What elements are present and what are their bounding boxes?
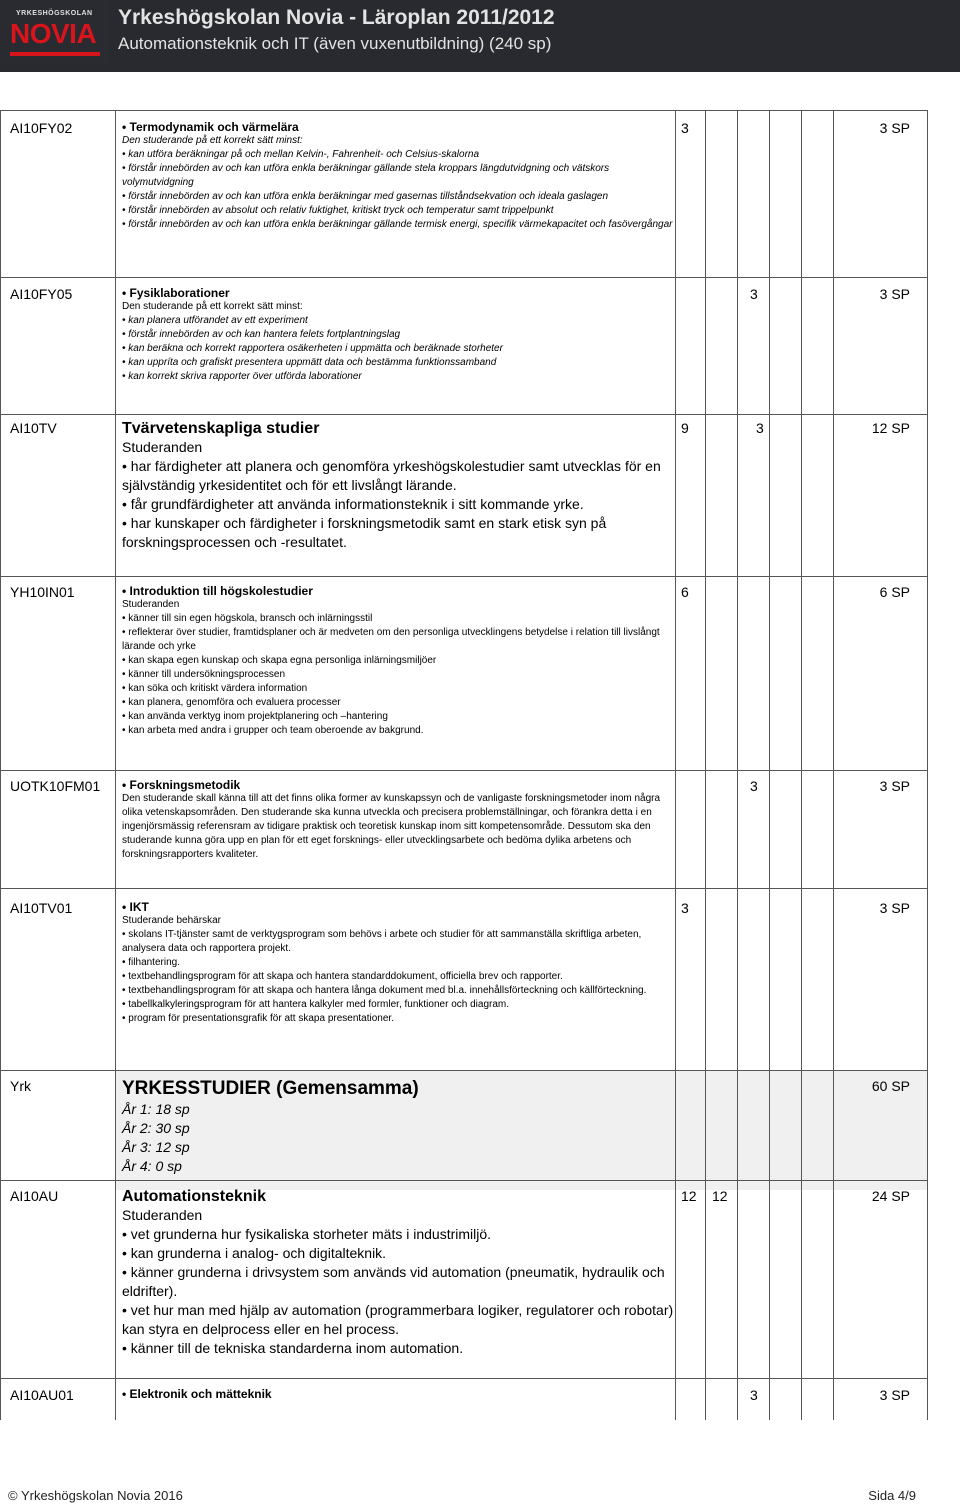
course-item: • känner grunderna i drivsystem som används vid automation (pneumatik, hydraulik och eldrifter).	[122, 1264, 665, 1299]
logo-bar	[10, 52, 100, 56]
course-item: • kan planera, genomföra och evaluera processer	[122, 697, 341, 708]
course-content	[122, 120, 674, 232]
credits-total: 3 SP	[879, 900, 910, 916]
course-code: AI10FY02	[10, 120, 73, 136]
course-item: • filhantering.	[122, 957, 180, 968]
grid-line	[115, 110, 116, 1420]
course-item: • vet grunderna hur fysikaliska storheter mäts i industrimiljö.	[122, 1226, 492, 1242]
curriculum-table	[0, 110, 928, 1420]
course-content	[122, 1387, 674, 1401]
page-number: Sida 4/9	[868, 1488, 916, 1503]
credits-total: 3 SP	[879, 286, 910, 302]
page-title: Yrkeshögskolan Novia - Läroplan 2011/2012	[118, 6, 555, 29]
course-item: • förstår innebörden av absolut och relativ fuktighet, kritiskt tryck och temperatur samt trippelpunkt	[122, 205, 554, 216]
course-code: AI10TV01	[10, 900, 73, 916]
course-item: • kan använda verktyg inom projektplanering och –hantering	[122, 711, 388, 722]
course-title: • Introduktion till högskolestudier	[122, 584, 313, 598]
course-title: Automationsteknik	[122, 1188, 267, 1205]
course-item: • skolans IT-tjänster samt de verktygsprogram som behövs i arbete och studier för att sammanställa skriftliga arbeten, analysera data och rapportera projekt.	[122, 929, 642, 954]
grid-line	[0, 277, 928, 278]
course-item: • kan utföra beräkningar på och mellan Kelvin-, Fahrenheit- och Celsius-skalorna	[122, 149, 480, 160]
grid-line	[769, 110, 770, 1420]
course-code: AI10AU	[10, 1188, 59, 1204]
footer-copyright: © Yrkeshögskolan Novia 2016	[8, 1488, 183, 1503]
credits-col-2: 3	[756, 420, 764, 436]
course-title: • IKT	[122, 900, 149, 914]
course-item: • kan planera utförandet av ett experiment	[122, 315, 308, 326]
credits-col-1: 9	[681, 420, 689, 436]
course-content	[122, 286, 674, 384]
year-credits: År 4: 0 sp	[122, 1158, 182, 1174]
credits-col-1: 3	[750, 1387, 758, 1403]
course-item: • har färdigheter att planera och genomföra yrkeshögskolestudier samt utvecklas för en självständig yrkesidentitet och för ett livslångt lärande.	[122, 458, 661, 493]
credits-total: 3 SP	[879, 778, 910, 794]
module-code: Yrk	[10, 1078, 31, 1094]
course-title: Tvärvetenskapliga studier	[122, 420, 320, 437]
course-item: • förstår innebörden av och kan hantera felets fortplantningslag	[122, 329, 401, 340]
course-code: AI10TV	[10, 420, 57, 436]
credits-col-1: 3	[681, 120, 689, 136]
course-item: • känner till sin egen högskola, bransch och inlärningsstil	[122, 613, 373, 624]
page-header	[0, 0, 960, 72]
grid-line	[0, 576, 928, 577]
credits-total: 24 SP	[871, 1188, 910, 1204]
credits-col-2: 12	[712, 1188, 728, 1204]
module-title: YRKESSTUDIER (Gemensamma)	[122, 1078, 419, 1099]
logo-text: NOVIA	[10, 18, 97, 49]
course-title: • Termodynamik och värmelära	[122, 120, 299, 134]
year-credits: År 1: 18 sp	[122, 1101, 190, 1117]
credits-total: 60 SP	[871, 1078, 910, 1094]
course-item: • kan arbeta med andra i grupper och team oberoende av bakgrund.	[122, 725, 424, 736]
course-item: • förstår innebörden av och kan utföra enkla beräkningar gällande termisk energi, specifik värmekapacitet och fasövergångar	[122, 219, 673, 230]
course-item: • textbehandlingsprogram för att skapa och hantera standarddokument, officiella brev och rapporter.	[122, 971, 563, 982]
grid-line	[0, 770, 928, 771]
course-code: UOTK10FM01	[10, 778, 101, 794]
course-item: • kan uppríta och grafiskt presentera uppmätt data och bestämma funktionssamband	[122, 357, 497, 368]
credits-total: 6 SP	[879, 584, 910, 600]
grid-line	[0, 414, 928, 415]
grid-line	[0, 1180, 928, 1181]
grid-line	[927, 110, 928, 1420]
grid-line	[0, 1378, 928, 1379]
course-item: • kan skapa egen kunskap och skapa egna personliga inlärningsmiljöer	[122, 655, 437, 666]
course-title: • Fysiklaborationer	[122, 286, 230, 300]
course-intro: Studeranden	[122, 439, 203, 455]
course-code: AI10AU01	[10, 1387, 74, 1403]
course-content	[122, 900, 674, 1026]
grid-line	[801, 110, 802, 1420]
credits-col-1: 3	[681, 900, 689, 916]
credits-total: 12 SP	[871, 420, 910, 436]
grid-line	[0, 110, 1, 1420]
course-code: AI10FY05	[10, 286, 73, 302]
course-item: • kan grunderna i analog- och digitalteknik.	[122, 1245, 387, 1261]
credits-col-2: 3	[750, 286, 758, 302]
course-item: • reflekterar över studier, framtidsplaner och är medveten om den personliga utvecklingens betydelse i relation till livslångt lärande och yrke	[122, 627, 660, 652]
grid-line	[0, 110, 928, 111]
course-item: • program för presentationsgrafik för att skapa presentationer.	[122, 1013, 394, 1024]
credits-total: 3 SP	[879, 1387, 910, 1403]
course-intro: Den studerande skall känna till att det finns olika former av kunskapssyn och de vanligaste forskningsmetoder inom några olika vetenskapsområden. Den studerande ska kunna utveckla och precisera problemställningar, och förankra detta i en ingenjörsmässig referensram av tidigare praktisk och teoretisk kunskap inom sitt kompetensområde. Dessutom ska den studerande kunna göra upp en plan för ett eget forsknings- eller utvecklingsarbete och bedöma dylika arbetens och forskningsrapporters kvaliteter.	[122, 793, 661, 860]
year-credits: År 3: 12 sp	[122, 1139, 190, 1155]
course-intro: Studeranden	[122, 599, 180, 610]
page-subtitle: Automationsteknik och IT (även vuxenutbildning) (240 sp)	[118, 34, 552, 53]
logo-top-text: YRKESHÖGSKOLAN	[16, 10, 93, 17]
grid-line	[705, 110, 706, 1420]
course-title: • Forskningsmetodik	[122, 778, 241, 792]
course-item: • förstår innebörden av och kan utföra enkla beräkningar med gasernas tillståndsekvation och ideala gaslagen	[122, 191, 609, 202]
course-intro: Studeranden	[122, 1207, 203, 1223]
course-item: • kan korrekt skriva rapporter över utförda laborationer	[122, 371, 362, 382]
course-content	[122, 584, 674, 738]
course-title: • Elektronik och mätteknik	[122, 1387, 272, 1401]
grid-line	[737, 110, 738, 1420]
grid-line	[833, 110, 834, 1420]
credits-col-1: 12	[681, 1188, 697, 1204]
novia-logo	[0, 0, 110, 66]
credits-total: 3 SP	[879, 120, 910, 136]
credits-col-2: 3	[750, 778, 758, 794]
credits-col-1: 6	[681, 584, 689, 600]
course-item: • kan söka och kritiskt värdera information	[122, 683, 308, 694]
course-item: • vet hur man med hjälp av automation (programmerbara logiker, regulatorer och robotar) kan styra en delprocess eller en hel process.	[122, 1302, 674, 1337]
course-item: • känner till de tekniska standarderna inom automation.	[122, 1340, 464, 1356]
course-item: • får grundfärdigheter att använda informationsteknik i sitt kommande yrke.	[122, 496, 584, 512]
course-content	[122, 1188, 674, 1358]
course-item: • har kunskaper och färdigheter i forskningsmetodik samt en stark etisk syn på forskningsprocessen och -resultatet.	[122, 515, 607, 550]
year-credits: År 2: 30 sp	[122, 1120, 190, 1136]
course-content	[122, 778, 674, 862]
course-intro: Den studerande på ett korrekt sätt minst:	[122, 135, 303, 146]
grid-line	[0, 888, 928, 889]
grid-line	[0, 1070, 928, 1071]
course-item: • tabellkalkyleringsprogram för att hantera kalkyler med formler, funktioner och diagram.	[122, 999, 510, 1010]
course-item: • förstår innebörden av och kan utföra enkla beräkningar gällande stela kroppars längdutvidgning och vätskors volymutvidgning	[122, 163, 610, 188]
course-intro: Studerande behärskar	[122, 915, 221, 926]
course-code: YH10IN01	[10, 584, 75, 600]
course-item: • textbehandlingsprogram för att skapa och hantera långa dokument med bl.a. innehållsförteckning och källförteckning.	[122, 985, 647, 996]
course-intro: Den studerande på ett korrekt sätt minst:	[122, 301, 303, 312]
grid-line	[675, 110, 676, 1420]
course-content	[122, 420, 674, 552]
module-content	[122, 1078, 674, 1176]
course-item: • kan beräkna och korrekt rapportera osäkerheten i uppmätta och beräknade storheter	[122, 343, 503, 354]
course-item: • känner till undersökningsprocessen	[122, 669, 286, 680]
